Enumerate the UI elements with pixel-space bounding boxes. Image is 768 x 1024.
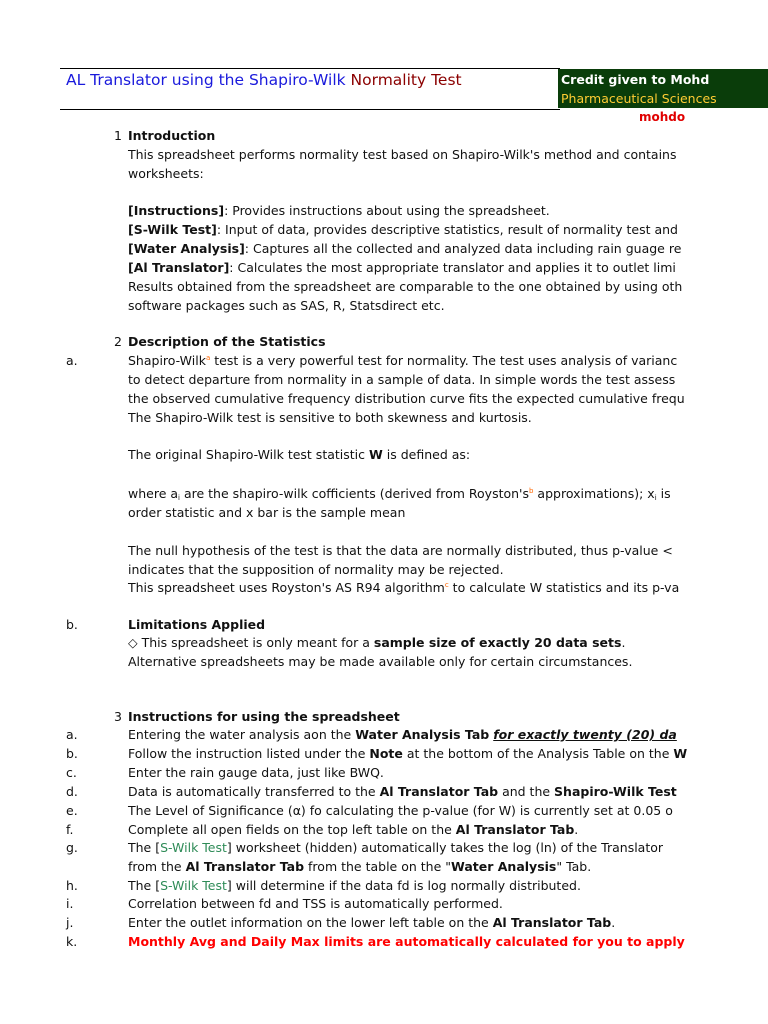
item-letter: g. bbox=[66, 840, 78, 855]
instruction-step: Follow the instruction listed under the Note at the bottom of the Analysis Table on the W bbox=[128, 746, 688, 761]
stats-line: The Shapiro-Wilk test is sensitive to both skewness and kurtosis. bbox=[128, 410, 532, 425]
coefficients-line: where $a_i$ are the shapiro-wilk cofficients (derived from $Royston's^b$ approximations); $x_i$ is bbox=[128, 486, 671, 502]
credit-line-2: Pharmaceutical Sciences bbox=[561, 91, 717, 106]
section-number: 2 bbox=[114, 334, 122, 349]
section-number: 1 bbox=[114, 128, 122, 143]
footnote-c: c bbox=[444, 581, 449, 589]
instruction-step: Enter the rain gauge data, just like BWQ. bbox=[128, 765, 384, 780]
null-hypothesis-line: indicates that the supposition of normality may be rejected. bbox=[128, 562, 504, 577]
item-letter: f. bbox=[66, 822, 74, 837]
results-line: software packages such as SAS, R, Statsdirect etc. bbox=[128, 298, 445, 313]
instruction-step-warning: Monthly Avg and Daily Max limits are automatically calculated for you to apply bbox=[128, 934, 685, 949]
results-line: Results obtained from the spreadsheet are comparable to the one obtained by using oth bbox=[128, 279, 683, 294]
item-letter: a. bbox=[66, 353, 78, 368]
instruction-step: Data is automatically transferred to the Al Translator Tab and the Shapiro-Wilk Test bbox=[128, 784, 677, 799]
royston-line: This spreadsheet uses Royston's AS R94 algorithm$^c$ to calculate W statistics and its p-va bbox=[128, 580, 680, 595]
footnote-a: a bbox=[205, 354, 211, 362]
stats-line: the observed cumulative frequency distribution curve fits the expected cumulative frequ bbox=[128, 391, 685, 406]
instruction-step: Complete all open fields on the top left table on the Al Translator Tab. bbox=[128, 822, 579, 837]
item-letter: h. bbox=[66, 878, 78, 893]
instruction-step: The [S-Wilk Test] worksheet (hidden) automatically takes the log (ln) of the Translator bbox=[128, 840, 664, 855]
null-hypothesis-line: The null hypothesis of the test is that the data are normally distributed, thus p-value < bbox=[128, 543, 673, 558]
alternative-line: Alternative spreadsheets may be made available only for certain circumstances. bbox=[128, 654, 633, 669]
item-letter: k. bbox=[66, 934, 78, 949]
worksheet-swilk: [S-Wilk Test]: Input of data, provides descriptive statistics, result of normality test and bbox=[128, 222, 678, 237]
item-letter: b. bbox=[66, 746, 78, 761]
instruction-step: Enter the outlet information on the lower left table on the Al Translator Tab. bbox=[128, 915, 616, 930]
limitations-heading: Limitations Applied bbox=[128, 617, 266, 632]
footnote-b: b bbox=[529, 487, 534, 495]
section-number: 3 bbox=[114, 709, 122, 724]
credit-handle: mohdo bbox=[639, 110, 686, 124]
instruction-step-continued: from the Al Translator Tab from the table on the "Water Analysis" Tab. bbox=[128, 859, 592, 874]
stats-line: to detect departure from normality in a sample of data. In simple words the test assess bbox=[128, 372, 676, 387]
w-definition: The original Shapiro-Wilk test statistic W is defined as: bbox=[128, 447, 471, 462]
worksheet-water-analysis: [Water Analysis]: Captures all the collected and analyzed data including rain guage re bbox=[128, 241, 682, 256]
instruction-step: The [S-Wilk Test] will determine if the data fd is log normally distributed. bbox=[128, 878, 581, 893]
worksheet-instructions: [Instructions]: Provides instructions about using the spreadsheet. bbox=[128, 203, 550, 218]
order-statistic-line: order statistic and x bar is the sample mean bbox=[128, 505, 406, 520]
instruction-step: The Level of Significance (α) fo calculating the p-value (for W) is currently set at 0.05 o bbox=[128, 803, 673, 818]
section-heading-introduction: Introduction bbox=[128, 128, 216, 143]
page-title: AL Translator using the Shapiro-Wilk Normality Test bbox=[66, 71, 462, 89]
item-letter: i. bbox=[66, 896, 74, 911]
intro-line: This spreadsheet performs normality test based on Shapiro-Wilk's method and contains bbox=[128, 147, 677, 162]
stats-line: Shapiro-Wilk$^a$ test is a very powerful test for normality. The test uses analysis of varianc bbox=[128, 353, 678, 368]
credit-line-1: Credit given to Mohd bbox=[561, 72, 710, 87]
swilk-link: S-Wilk Test bbox=[160, 840, 227, 855]
item-letter: d. bbox=[66, 784, 78, 799]
section-heading-instructions: Instructions for using the spreadsheet bbox=[128, 709, 400, 724]
item-letter: a. bbox=[66, 727, 78, 742]
worksheet-al-translator: [Al Translator]: Calculates the most appropriate translator and applies it to outlet limi bbox=[128, 260, 676, 275]
instruction-step: Entering the water analysis aon the Water Analysis Tab for exactly twenty (20) da bbox=[128, 727, 677, 742]
instruction-step: Correlation between fd and TSS is automatically performed. bbox=[128, 896, 503, 911]
section-heading-statistics: Description of the Statistics bbox=[128, 334, 326, 349]
item-letter: e. bbox=[66, 803, 78, 818]
limitations-line: ◇ This spreadsheet is only meant for a sample size of exactly 20 data sets. bbox=[128, 635, 626, 650]
item-letter: c. bbox=[66, 765, 77, 780]
item-letter: j. bbox=[66, 915, 74, 930]
intro-line: worksheets: bbox=[128, 166, 204, 181]
swilk-link: S-Wilk Test bbox=[160, 878, 227, 893]
title-highlight: Normality Test bbox=[350, 71, 462, 89]
item-letter: b. bbox=[66, 617, 78, 632]
